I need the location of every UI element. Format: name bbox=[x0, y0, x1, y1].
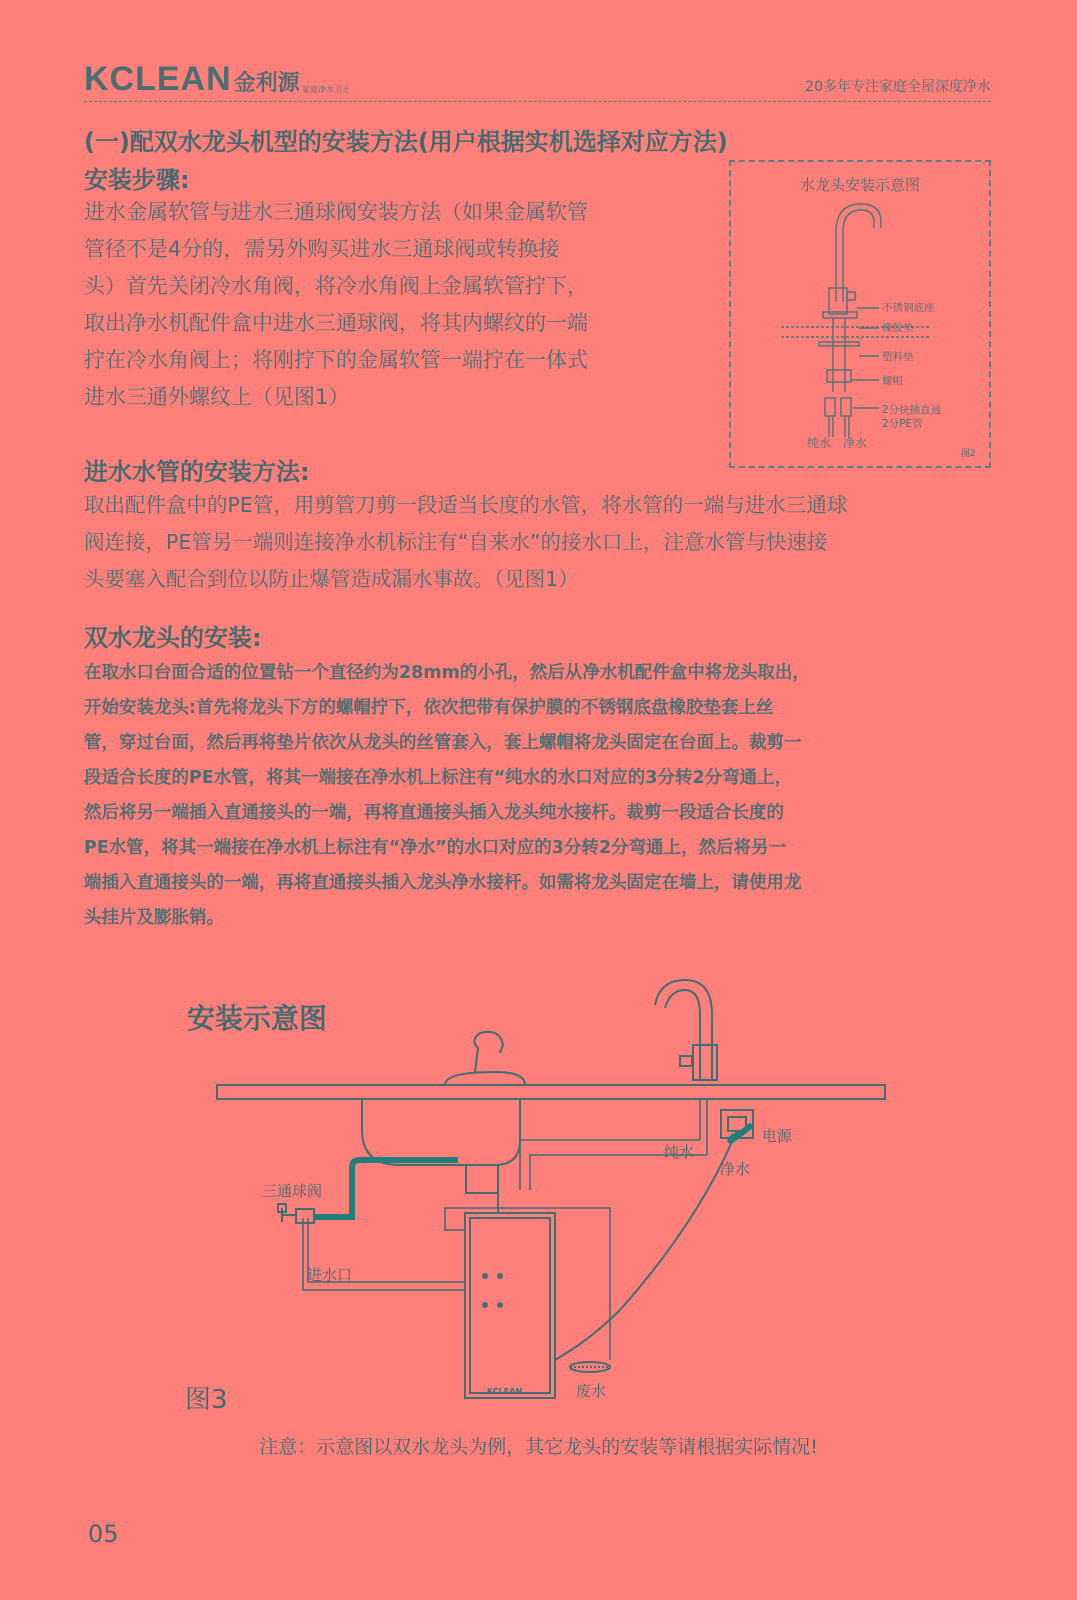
label-three-way-valve: 三通球阀 bbox=[262, 1182, 323, 1200]
inlet-pipe-line: 头要塞入配合到位以防止爆管造成漏水事故。（见图1） bbox=[84, 567, 579, 591]
fig2-label: 图2 bbox=[961, 449, 976, 459]
label-quick-connector: 2分快插直通 bbox=[882, 404, 942, 416]
steps-line: 进水三通外螺纹上（见图1） bbox=[84, 385, 350, 409]
label-waste-water: 废水 bbox=[576, 1382, 607, 1400]
header-divider bbox=[84, 101, 991, 102]
double-faucet-line: PE水管，将其一端接在净水机上标注有“净水”的水口对应的3分转2分弯通上，然后将另一 bbox=[84, 838, 787, 858]
logo-text: KCLEAN bbox=[84, 60, 232, 98]
steps-line: 拧在冷水角阀上；将刚拧下的金属软管一端拧在一体式 bbox=[84, 348, 588, 372]
sink-bowl bbox=[362, 1099, 520, 1165]
faucet-illustration bbox=[731, 162, 989, 466]
label-clean-water-line: 净水 bbox=[720, 1160, 751, 1178]
label-water-inlet: 进水口 bbox=[307, 1266, 353, 1284]
label-stainless-base: 不锈钢底座 bbox=[882, 302, 935, 314]
brand-logo bbox=[84, 60, 350, 99]
double-faucet-paragraph bbox=[84, 656, 810, 936]
steps-line: 进水金属软管与进水三通球阀安装方法（如果金属软管 bbox=[84, 200, 588, 224]
install-diagram bbox=[0, 960, 1077, 1420]
page-number: 05 bbox=[88, 1520, 119, 1548]
double-faucet-line: 头挂片及膨胀销。 bbox=[84, 908, 224, 928]
label-pure-water-line: 纯水 bbox=[664, 1143, 695, 1161]
unit-brand-label: KCLEAN bbox=[487, 1387, 523, 1396]
steps-paragraph bbox=[84, 194, 588, 416]
inlet-hose bbox=[313, 1160, 458, 1217]
label-plastic-gasket: 塑料垫 bbox=[882, 351, 914, 363]
install-diagram-title: 安装示意图 bbox=[187, 1002, 328, 1035]
inlet-pipe-heading: 进水水管的安装方法: bbox=[84, 458, 310, 486]
steps-line: 管径不是4分的，需另外购买进水三通球阀或转换接 bbox=[84, 237, 560, 261]
logo-chinese: 金利源 bbox=[233, 71, 300, 96]
purifier-unit bbox=[465, 1213, 555, 1398]
double-faucet-line: 在取水口台面合适的位置钻一个直径约为28mm的小孔，然后从净水机配件盒中将龙头取出， bbox=[84, 663, 810, 683]
label-pure-water: 纯水 bbox=[807, 436, 832, 450]
steps-heading: 安装步骤: bbox=[84, 166, 190, 194]
inlet-pipe-paragraph bbox=[84, 487, 847, 598]
double-faucet-line: 管，穿过台面，然后再将垫片依次从龙头的丝管套入，套上螺帽将龙头固定在台面上。裁剪一 bbox=[84, 733, 802, 753]
double-faucet-line: 然后将另一端插入直通接头的一端，再将直通接头插入龙头纯水接杆。裁剪一段适合长度的 bbox=[84, 803, 784, 823]
diagram-note: 注意：示意图以双水龙头为例，其它龙头的安装等请根据实际情况! bbox=[259, 1436, 818, 1458]
double-faucet-heading: 双水龙头的安装: bbox=[84, 624, 262, 652]
fig3-label: 图3 bbox=[185, 1385, 228, 1415]
faucet-diagram-title: 水龙头安装示意图 bbox=[799, 176, 920, 194]
header-slogan: 20多年专注家庭全屋深度净水 bbox=[805, 79, 991, 95]
label-nut: 螺帽 bbox=[882, 375, 903, 387]
label-rubber-gasket: 橡胶垫 bbox=[882, 322, 914, 334]
faucet-install-diagram bbox=[729, 160, 991, 468]
steps-line: 取出净水机配件盒中进水三通球阀，将其内螺纹的一端 bbox=[84, 311, 588, 335]
double-faucet-line: 开始安装龙头:首先将龙头下方的螺帽拧下，依次把带有保护膜的不锈钢底盘橡胶垫套上丝 bbox=[84, 698, 774, 718]
countertop bbox=[217, 1085, 885, 1099]
double-faucet-line: 端插入直通接头的一端，再将直通接头插入龙头净水接杆。如需将龙头固定在墙上，请使用龙 bbox=[84, 873, 802, 893]
inlet-pipe-line: 阀连接，PE管另一端则连接净水机标注有“自来水”的接水口上，注意水管与快速接 bbox=[84, 530, 828, 554]
section-title: (一)配双水龙头机型的安装方法(用户根据实机选择对应方法) bbox=[84, 128, 728, 156]
power-cable bbox=[555, 1130, 737, 1360]
label-pe-tube: 2分PE管 bbox=[882, 418, 923, 430]
double-faucet-line: 段适合长度的PE水管，将其一端接在净水机上标注有“纯水的水口对应的3分转2分弯通上， bbox=[84, 768, 793, 788]
logo-subtitle: 家庭净水卫士 bbox=[302, 85, 350, 94]
label-power: 电源 bbox=[762, 1127, 793, 1145]
steps-line: 头）首先关闭冷水角阀，将冷水角阀上金属软管拧下， bbox=[84, 274, 588, 298]
inlet-pipe-line: 取出配件盒中的PE管，用剪管刀剪一段适当长度的水管，将水管的一端与进水三通球 bbox=[84, 493, 848, 517]
label-clean-water: 净水 bbox=[843, 436, 868, 450]
